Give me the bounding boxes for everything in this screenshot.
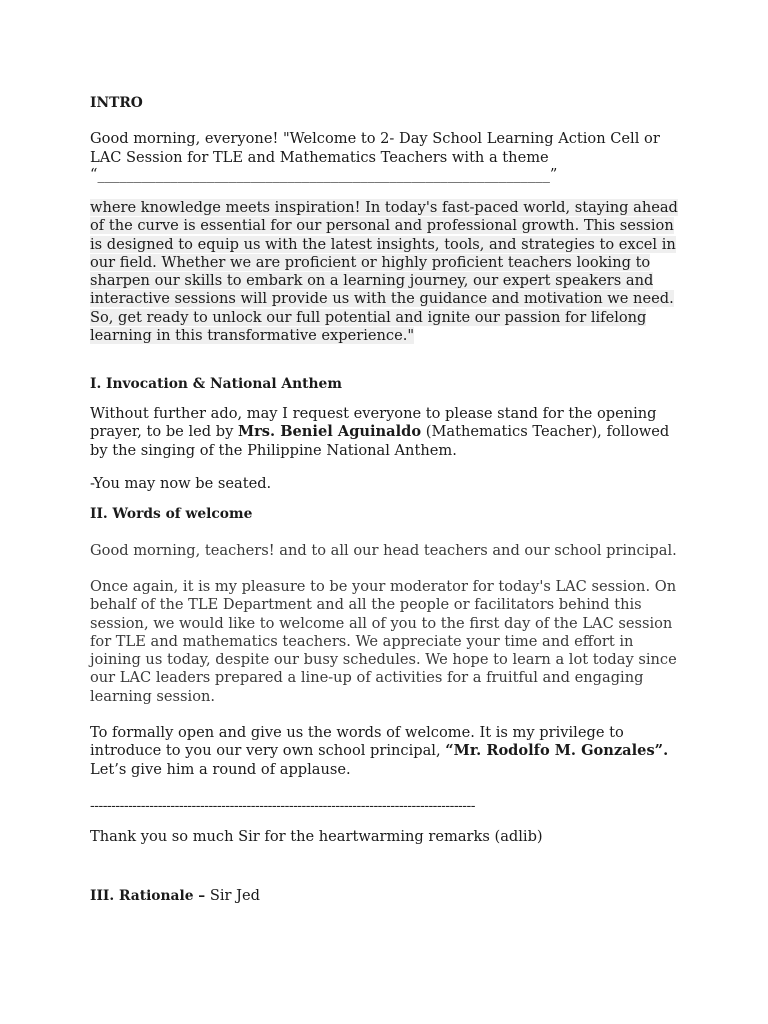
welcome-paragraph: Once again, it is my pleasure to be your moderator for today's LAC session. On behalf of the TLE Department and all the people or facilitators behind this session, we would like to welcome all of you to the first day of the LAC session for TLE and mathematics teachers. We appreciate your time and effort in joining us today, despite our busy schedules. We hope to learn a lot today since our LAC leaders prepared a line-up of activities for a fruitful and engaging learning session. [90, 578, 677, 705]
rationale-line [90, 887, 678, 905]
principal-intro-after: Let’s give him a round of applause. [90, 760, 351, 778]
prayer-leader-name: Mrs. Beniel Aguinaldo [237, 423, 422, 441]
rationale-heading: III. Rationale – [90, 888, 206, 904]
intro-line-1: Good morning, everyone! "Welcome to 2- Day School Learning Action Cell or [90, 130, 660, 147]
invocation-heading: I. Invocation & National Anthem [90, 376, 342, 392]
intro-paragraph-text: where knowledge meets inspiration! In today's fast-paced world, staying ahead of the curve is essential for our personal and professional growth. This session is designed to equip us with the latest insights, tools, and strategies to excel in our field. Whether we are proficient or highly proficient teachers looking to sharpen our skills to embark on a learning journey, our expert speakers and interactive sessions will provide us with the guidance and motivation we need. So, get ready to unlock our full potential and ignite our passion for lifelong learning in this transformative experience." [90, 199, 678, 345]
thanks-remark: Thank you so much Sir for the heartwarming remarks (adlib) [90, 828, 543, 845]
intro-heading: INTRO [90, 95, 143, 111]
invocation-paragraph [90, 405, 678, 460]
seated-note: -You may now be seated. [90, 475, 272, 492]
principal-intro [90, 724, 678, 779]
theme-blank: “______________________________________________________________” [90, 166, 558, 183]
invocation-text-after: (Mathematics Teacher), followed by the singing of the Philippine National Anthem. [90, 423, 670, 459]
welcome-heading: II. Words of welcome [90, 506, 253, 522]
intro-paragraph [90, 199, 678, 345]
principal-name: “Mr. Rodolfo M. Gonzales”. [445, 742, 669, 760]
intro-line-2: LAC Session for TLE and Mathematics Teachers with a theme [90, 149, 549, 166]
principal-intro-before: To formally open and give us the words of welcome. It is my privilege to introduce to you our very own school principal, [90, 724, 624, 760]
invocation-text-before: Without further ado, may I request everyone to please stand for the opening prayer, to be led by [90, 405, 657, 441]
rationale-speaker: Sir Jed [205, 887, 260, 904]
section-divider: ------------------------------------------------------------------------------------------- [90, 798, 475, 814]
welcome-greeting: Good morning, teachers! and to all our head teachers and our school principal. [90, 542, 677, 559]
